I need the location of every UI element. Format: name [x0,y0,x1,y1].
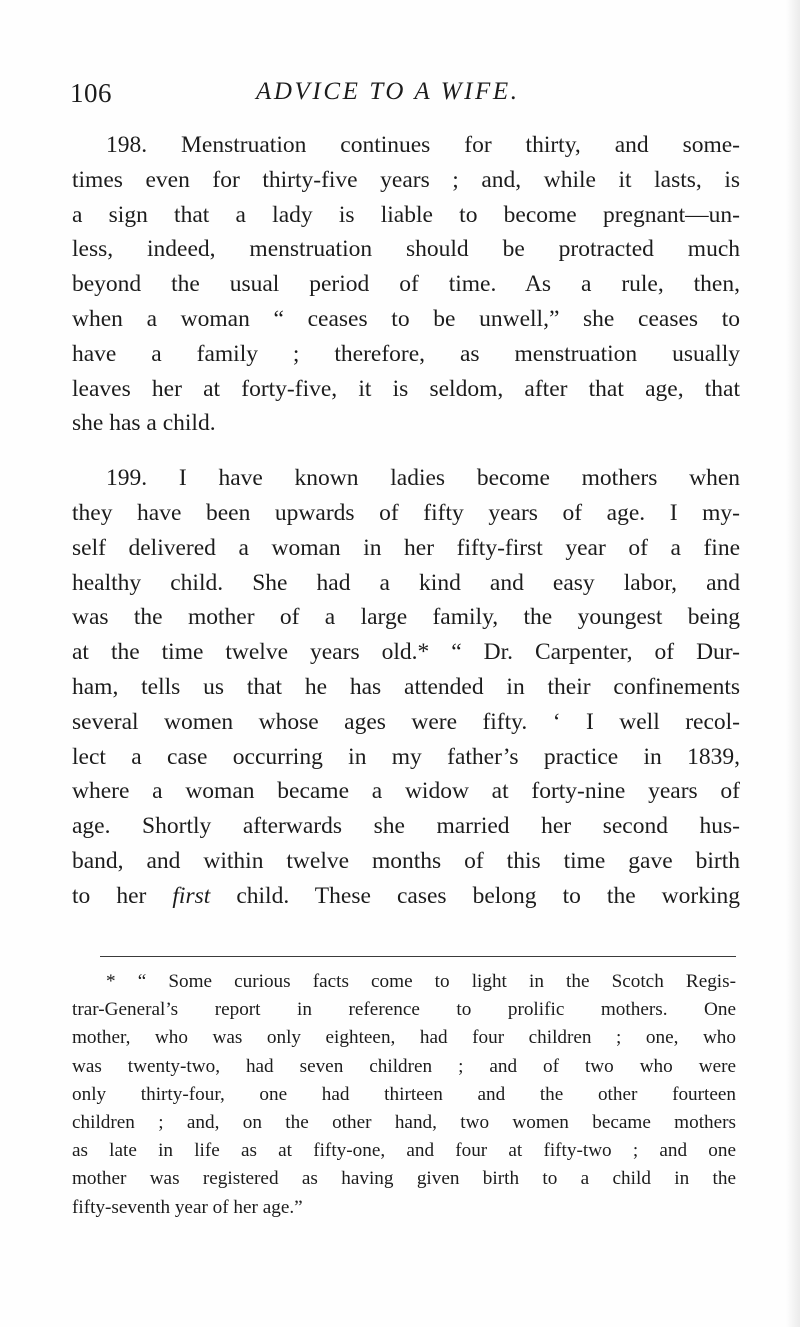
text-line: have a family ; therefore, as menstruation usually [72,340,740,367]
italic-emphasis: first [172,882,211,909]
text-run: to her [72,882,173,909]
text-line: healthy child. She had a kind and easy labor, and [72,569,740,596]
text-line-with-italic [72,879,740,914]
footnote-line: children ; and, on the other hand, two women became mothers [72,1111,736,1133]
footnote-line: was twenty-two, had seven children ; and of two who were [72,1055,736,1077]
text-line: 198. Menstruation continues for thirty, and some- [106,132,740,158]
text-line: less, indeed, menstruation should be protracted much [72,236,740,263]
text-line: band, and within twelve months of this time gave birth [72,847,740,874]
text-line: lect a case occurring in my father’s practice in 1839, [72,743,740,770]
text-line: leaves her at forty-five, it is seldom, after that age, that [72,375,740,402]
paragraph-gap [72,441,740,461]
text-line: times even for thirty-five years ; and, while it lasts, is [72,166,740,193]
page-number: 106 [70,78,112,108]
text-line: where a woman became a widow at forty-nine years of [72,778,740,805]
text-line: at the time twelve years old.* “ Dr. Carpenter, of Dur- [72,639,740,666]
footnote-line: only thirty-four, one had thirteen and the other fourteen [72,1083,736,1105]
text-line: 199. I have known ladies become mothers when [106,465,740,492]
text-line: was the mother of a large family, the youngest being [72,604,740,631]
text-line: she has a child. [72,410,216,437]
text-line: beyond the usual period of time. As a rule, then, [72,271,740,298]
text-line: they have been upwards of fifty years of age. I my- [72,499,740,526]
footnote [72,968,736,1222]
text-line: several women whose ages were fifty. ‘ I well recol- [72,708,740,735]
text-line: age. Shortly afterwards she married her second hus- [72,813,740,840]
footnote-line: fifty-seventh year of her age.” [72,1196,303,1218]
body-text [72,128,740,914]
text-line: ham, tells us that he has attended in their confinements [72,673,740,700]
page-edge-shadow [786,0,800,1327]
footnote-line: trar-General’s report in reference to prolific mothers. One [72,999,736,1021]
text-run: child. These cases belong to the working [210,882,741,909]
running-title: ADVICE TO A WIFE. [256,78,520,105]
footnote-line: as late in life as at fifty-one, and four at fifty-two ; and one [72,1140,736,1162]
footnote-line: * “ Some curious facts come to light in the Scotch Regis- [106,971,736,992]
running-head [70,78,760,108]
footnote-line: mother was registered as having given birth to a child in the [72,1168,736,1190]
text-line: a sign that a lady is liable to become pregnant—un- [72,201,740,228]
text-line: when a woman “ ceases to be unwell,” she ceases to [72,305,740,332]
footnote-line: mother, who was only eighteen, had four children ; one, who [72,1027,736,1049]
text-line: self delivered a woman in her fifty-first year of a fine [72,534,740,561]
footnote-rule [100,956,736,957]
